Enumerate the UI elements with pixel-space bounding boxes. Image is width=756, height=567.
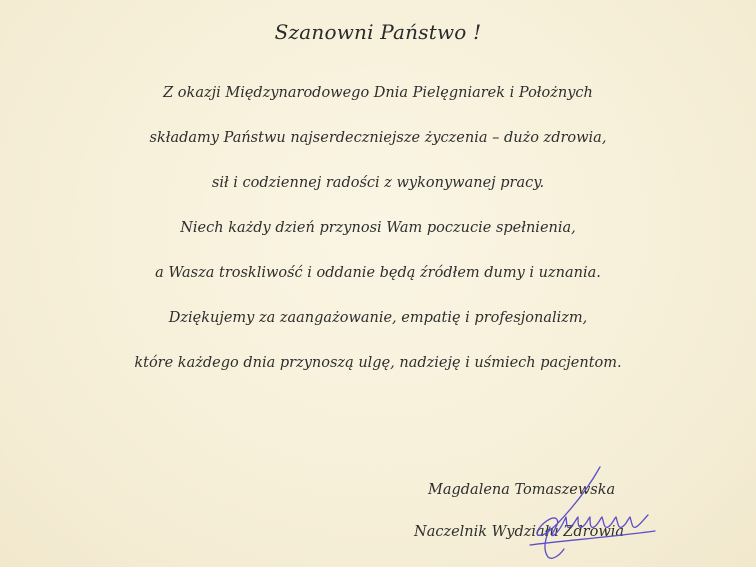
letter-line: Dziękujemy za zaangażowanie, empatię i profesjonalizm, — [168, 310, 588, 326]
letter-body — [0, 80, 756, 395]
letter-line: Z okazji Międzynarodowego Dnia Pielęgniarek i Położnych — [163, 85, 593, 101]
letter-line: a Wasza troskliwość i oddanie będą źródłem dumy i uznania. — [155, 265, 601, 281]
handwritten-signature — [520, 465, 660, 560]
letter-greeting: Szanowni Państwo ! — [274, 20, 482, 44]
signatory-name: Magdalena Tomaszewska — [428, 482, 616, 498]
letter-line: składamy Państwu najserdeczniejsze życzenia – dużo zdrowia, — [149, 130, 607, 146]
letter-line: które każdego dnia przynoszą ulgę, nadzieję i uśmiech pacjentom. — [134, 355, 622, 371]
letter-line: sił i codziennej radości z wykonywanej pracy. — [211, 175, 545, 191]
letter-line: Niech każdy dzień przynosi Wam poczucie spełnienia, — [180, 220, 576, 236]
signatory-title: Naczelnik Wydziału Zdrowia — [414, 524, 625, 540]
